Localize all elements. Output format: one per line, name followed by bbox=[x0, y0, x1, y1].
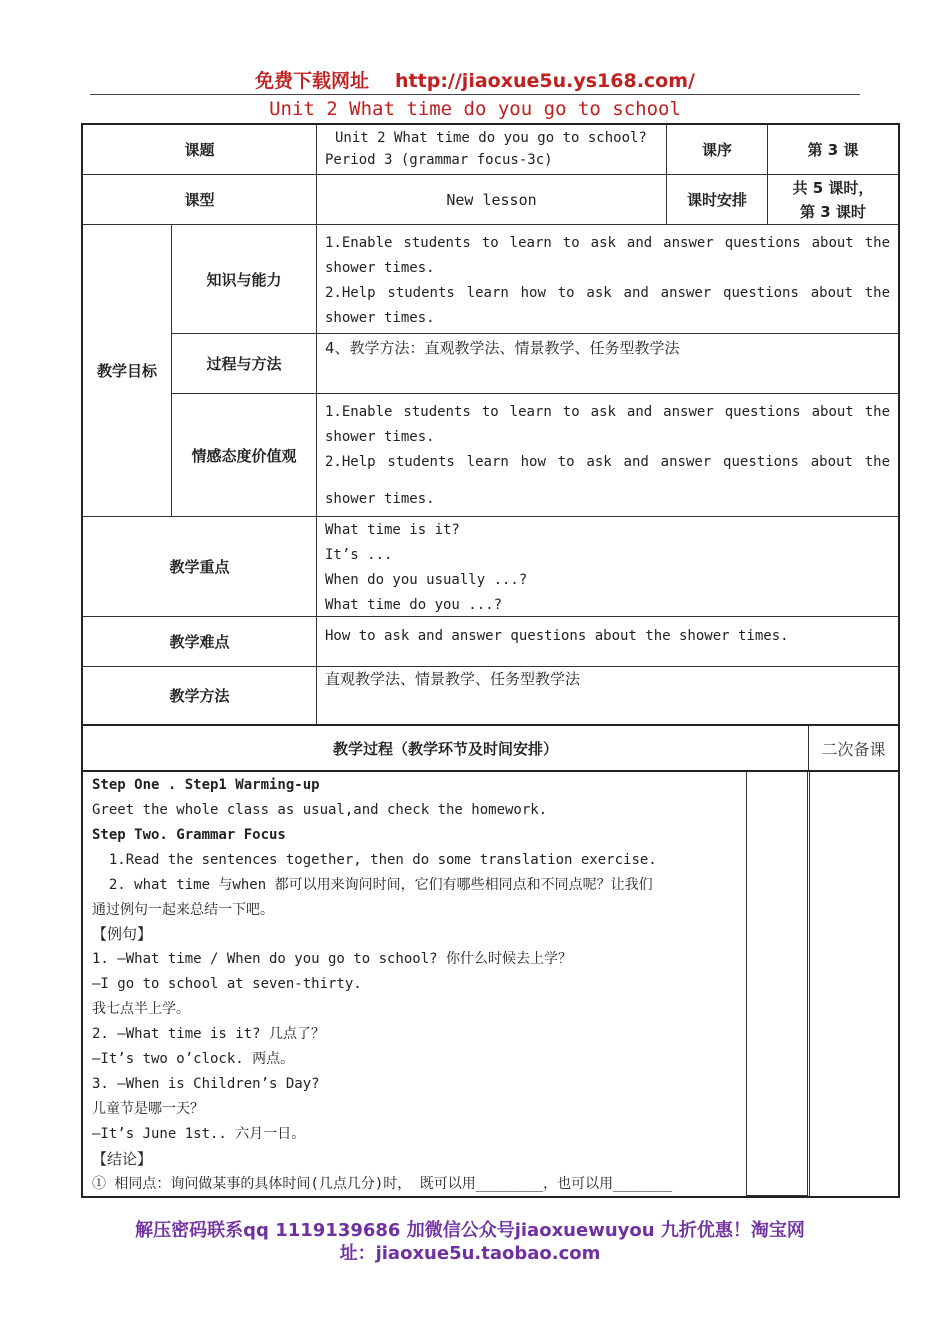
process-line: —It’s June 1st.. 六月一日。 bbox=[92, 1125, 306, 1142]
process-method-label: 过程与方法 bbox=[172, 334, 317, 394]
key-point-line: It’s ... bbox=[325, 547, 393, 563]
attitude-line: shower times. bbox=[325, 429, 435, 445]
type-label: 课型 bbox=[83, 175, 317, 225]
site-header bbox=[0, 66, 950, 93]
key-point-line: When do you usually ...? bbox=[325, 572, 528, 588]
topic-label: 课题 bbox=[83, 125, 317, 175]
knowledge-line: 1.Enable students to learn to ask and answer questions about the bbox=[325, 235, 890, 251]
process-header-label: 教学过程（教学环节及时间安排） bbox=[83, 726, 809, 770]
schedule-line-2: 第 3 课时 bbox=[800, 202, 866, 221]
knowledge-label: 知识与能力 bbox=[172, 225, 317, 334]
process-line: Greet the whole class as usual,and check the homework. bbox=[92, 801, 548, 818]
process-line: 【结论】 bbox=[92, 1149, 153, 1168]
lesson-info-table bbox=[81, 123, 900, 726]
process-divider bbox=[809, 772, 810, 1196]
difficulty-text: How to ask and answer questions about the shower times. bbox=[317, 617, 898, 667]
key-point-line: What time is it? bbox=[325, 522, 460, 538]
process-line: 1.Read the sentences together, then do some translation exercise. bbox=[92, 851, 657, 868]
topic-line-1: Unit 2 What time do you go to school? bbox=[335, 130, 647, 146]
knowledge-text bbox=[317, 225, 898, 334]
key-points-text bbox=[317, 517, 898, 617]
schedule-value bbox=[768, 175, 898, 225]
knowledge-line: 2.Help students learn how to ask and answer questions about the bbox=[325, 285, 890, 301]
methods-label: 教学方法 bbox=[83, 667, 317, 724]
footer-line-1: 解压密码联系qq 1119139686 加微信公众号jiaoxuewuyou 九折优惠！淘宝网 bbox=[135, 1220, 805, 1241]
header-divider bbox=[90, 94, 860, 95]
process-line: 通过例句一起来总结一下吧。 bbox=[92, 901, 274, 918]
process-line: ① 相同点：询问做某事的具体时间(几点几分)时， 既可以用________，也可以用_______ bbox=[92, 1175, 673, 1192]
difficulty-label: 教学难点 bbox=[83, 617, 317, 667]
process-line: Step One . Step1 Warming-up bbox=[92, 777, 320, 793]
methods-text: 直观教学法、情景教学、任务型教学法 bbox=[325, 670, 581, 688]
knowledge-line: shower times. bbox=[325, 260, 435, 276]
process-line: 我七点半上学。 bbox=[92, 1001, 190, 1018]
header-url-link[interactable]: http://jiaoxue5u.ys168.com/ bbox=[395, 70, 695, 92]
document-title: Unit 2 What time do you go to school bbox=[269, 98, 681, 120]
goals-label: 教学目标 bbox=[83, 225, 172, 517]
header-label: 免费下载网址 bbox=[255, 70, 370, 92]
process-method-text: 4、教学方法：直观教学法、情景教学、任务型教学法 bbox=[317, 334, 898, 394]
order-value: 第 3 课 bbox=[768, 125, 898, 175]
attitude-label: 情感态度价值观 bbox=[172, 394, 317, 517]
attitude-line: 2.Help students learn how to ask and answer questions about the bbox=[325, 454, 890, 470]
process-line: Step Two. Grammar Focus bbox=[92, 826, 286, 843]
process-line: 【例句】 bbox=[92, 925, 153, 944]
process-side-column bbox=[746, 772, 808, 1196]
knowledge-line: shower times. bbox=[325, 310, 435, 326]
attitude-text bbox=[317, 394, 898, 517]
second-prep-label: 二次备课 bbox=[821, 739, 886, 759]
attitude-line: 1.Enable students to learn to ask and answer questions about the bbox=[325, 404, 890, 420]
type-value: New lesson bbox=[317, 175, 667, 225]
process-line: —I go to school at seven-thirty. bbox=[92, 976, 362, 993]
process-line: —It’s two o’clock. 两点。 bbox=[92, 1050, 295, 1067]
footer bbox=[90, 1219, 850, 1265]
process-line: 1. —What time / When do you go to school? 你什么时候去上学？ bbox=[92, 951, 573, 968]
topic-value bbox=[317, 125, 667, 175]
schedule-line-1: 共 5 课时， bbox=[792, 178, 874, 197]
process-line: 儿童节是哪一天？ bbox=[92, 1100, 204, 1117]
schedule-label: 课时安排 bbox=[667, 175, 768, 225]
key-points-label: 教学重点 bbox=[83, 517, 317, 617]
process-content bbox=[92, 773, 754, 1196]
footer-line-2[interactable]: 址：jiaoxue5u.taobao.com bbox=[339, 1243, 601, 1264]
process-line: 2. what time 与when 都可以用来询问时间，它们有哪些相同点和不同点呢？让我们 bbox=[92, 876, 653, 893]
process-line: 3. —When is Children’s Day? bbox=[92, 1075, 320, 1092]
order-label: 课序 bbox=[667, 125, 768, 175]
process-line: 2. —What time is it? 几点了？ bbox=[92, 1026, 326, 1043]
process-header-row bbox=[81, 726, 900, 772]
key-point-line: What time do you ...? bbox=[325, 597, 503, 613]
topic-line-2: Period 3 (grammar focus-3c) bbox=[325, 152, 553, 168]
attitude-line: shower times. bbox=[325, 491, 435, 507]
